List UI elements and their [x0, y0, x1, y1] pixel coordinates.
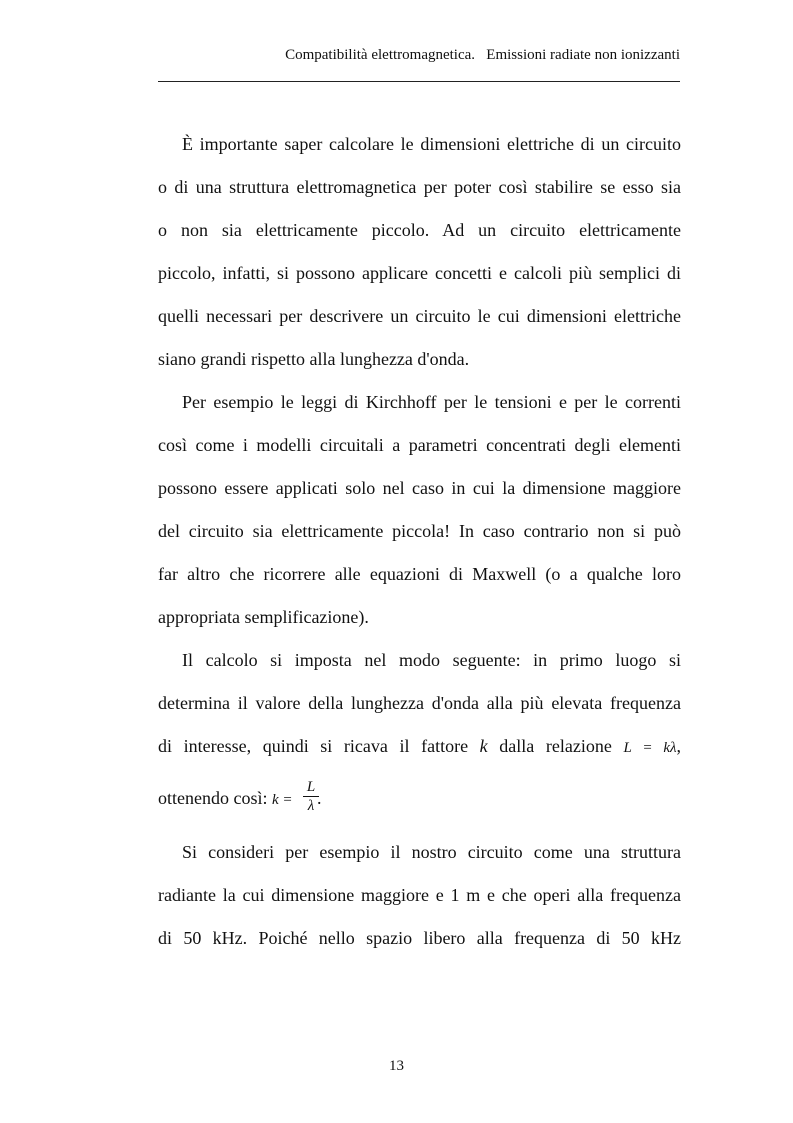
line4-suffix: . [317, 788, 322, 808]
fraction-l-over-lambda [303, 779, 319, 814]
paragraph-2-line-1: Per esempio le leggi di Kirchhoff per le tensioni e per le correnti [182, 392, 681, 412]
paragraph-1-line-5: quelli necessari per descrivere un circuito le cui dimensioni elettriche [158, 306, 681, 326]
equation-l-equals-k-lambda: L = kλ, [623, 736, 681, 756]
paragraph-4-line-2: radiante la cui dimensione maggiore e 1 m e che operi alla frequenza [158, 885, 681, 905]
paragraph-2-line-6: appropriata semplificazione). [158, 607, 369, 627]
header-rule [158, 81, 680, 82]
fraction-numerator: L [306, 779, 316, 795]
running-header: Compatibilità elettromagnetica. Emissioni radiate non ionizzanti [285, 47, 680, 63]
fraction-bar [303, 796, 319, 797]
paragraph-1-line-3: o non sia elettricamente piccolo. Ad un circuito elettricamente [158, 220, 681, 240]
paragraph-2-line-5: far altro che ricorrere alle equazioni di Maxwell (o a qualche loro [158, 564, 681, 584]
paragraph-2-line-3: possono essere applicati solo nel caso in cui la dimensione maggiore [158, 478, 681, 498]
fraction-denominator: λ [307, 798, 315, 814]
paragraph-2-line-2: così come i modelli circuitali a parametri concentrati degli elementi [158, 435, 681, 455]
line4-prefix: ottenendo così: [158, 788, 268, 808]
paragraph-3-line-3 [158, 736, 681, 758]
paragraph-2-line-4: del circuito sia elettricamente piccola! In caso contrario non si può [158, 521, 681, 541]
paragraph-1-line-4: piccolo, infatti, si possono applicare concetti e calcoli più semplici di [158, 263, 681, 283]
paragraph-3-line-1: Il calcolo si imposta nel modo seguente: in primo luogo si [182, 650, 681, 670]
variable-k: k [479, 736, 488, 756]
paragraph-1-line-1: È importante saper calcolare le dimensioni elettriche di un circuito [182, 134, 681, 154]
paragraph-3-line-4 [158, 788, 681, 810]
line3-prefix: di interesse, quindi si ricava il fattore [158, 736, 469, 756]
paragraph-1-line-6: siano grandi rispetto alla lunghezza d'onda. [158, 349, 470, 369]
paragraph-3-line-2: determina il valore della lunghezza d'onda alla più elevata frequenza [158, 693, 681, 713]
paragraph-4-line-3: di 50 kHz. Poiché nello spazio libero alla frequenza di 50 kHz [158, 928, 681, 948]
equation-k-lhs: k = [271, 792, 293, 808]
paragraph-1-line-2: o di una struttura elettromagnetica per poter così stabilire se esso sia [158, 177, 681, 197]
line3-middle: dalla relazione [499, 736, 612, 756]
paragraph-4-line-1: Si consideri per esempio il nostro circuito come una struttura [182, 842, 681, 862]
page-number: 13 [389, 1058, 404, 1074]
